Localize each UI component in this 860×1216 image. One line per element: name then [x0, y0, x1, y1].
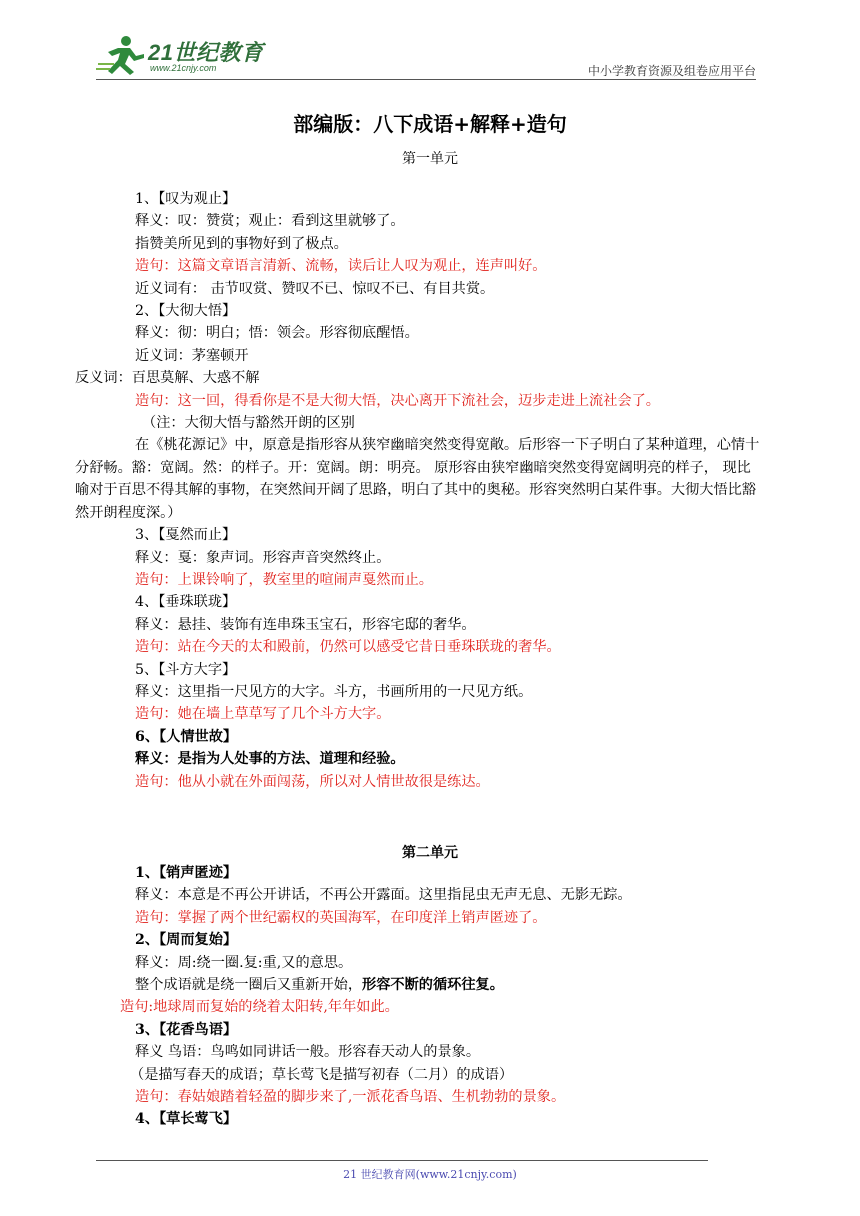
idiom-heading: 6、【人情世故】: [135, 728, 238, 745]
idiom-heading: 1、【叹为观止】: [135, 191, 237, 207]
definition-line: 释义：周:绕一圈.复:重,又的意思。: [135, 954, 353, 971]
idiom-heading: 2、【周而复始】: [135, 932, 238, 949]
example-sentence: 造句：她在墙上草草写了几个斗方大字。: [135, 706, 391, 723]
example-sentence: 造句：站在今天的太和殿前，仍然可以感受它昔日垂珠联珑的奢华。: [135, 639, 561, 656]
synonym-line: 近义词：茅塞顿开: [135, 347, 249, 364]
definition-line: 释义：彻：明白；悟：领会。形容彻底醒悟。: [135, 325, 419, 342]
unit1-heading: 第一单元: [402, 151, 458, 167]
platform-name: 中小学教育资源及组卷应用平台: [587, 64, 756, 78]
idiom-heading: 4、【垂珠联珑】: [135, 594, 237, 611]
example-sentence: 造句：上课铃响了，教室里的喧闹声戛然而止。: [135, 571, 433, 588]
definition-line: 释义 鸟语：鸟鸣如同讲话一般。形容春天动人的景象。: [135, 1044, 481, 1061]
definition-line: 指赞美所见到的事物好到了极点。: [135, 235, 348, 252]
unit1-content: [75, 188, 770, 793]
logo-url: www.21cnjy.com: [150, 63, 217, 73]
logo-text: 21世纪教育: [148, 40, 264, 65]
antonym-line: 反义词：百思莫解、大惑不解: [75, 370, 260, 387]
idiom-heading: 1、【销声匿迹】: [135, 865, 238, 881]
definition-line: 释义：叹：赞赏；观止：看到这里就够了。: [135, 213, 405, 230]
header-divider: [96, 79, 756, 80]
unit2-content: [100, 862, 770, 1131]
idiom-heading: 4、【草长莺飞】: [135, 1111, 238, 1128]
page-header: [0, 0, 860, 80]
example-sentence: 造句：春姑娘踏着轻盈的脚步来了,一派花香鸟语、生机勃勃的景象。: [135, 1089, 566, 1106]
note-paragraph: 在《桃花源记》中，原意是指形容从狭窄幽暗突然变得宽敞。后形容一下子明白了某种道理，心情十分舒畅。豁：宽阔。然：的样子。开：宽阔。朗：明亮。 原形容由狭窄幽暗突然变得宽阔明亮的样子， 现比喻对于百思不得其解的事物，在突然间开阔了思路，明白了其中的奥秘。形容突然明白某件事。大彻大悟比豁然开朗程度深。）: [75, 437, 760, 521]
example-sentence: 造句：这一回，得看你是不是大彻大悟，决心离开下流社会，迈步走进上流社会了。: [135, 392, 660, 409]
example-sentence: 造句：这篇文章语言清新、流畅，读后让人叹为观止，连声叫好。: [135, 258, 547, 275]
definition-emphasis: 形容不断的循环往复。: [362, 977, 504, 994]
site-logo[interactable]: [96, 34, 266, 78]
definition-text: 整个成语就是绕一圈后又重新开始，: [135, 977, 363, 994]
note-line: （注：大彻大悟与豁然开朗的区别: [142, 415, 355, 432]
note-line: （是描写春天的成语；草长莺飞是描写初春（二月）的成语）: [130, 1066, 514, 1083]
definition-line: 释义：戛：象声词。形容声音突然终止。: [135, 549, 391, 566]
runner-logo-icon: [96, 34, 148, 76]
definition-line: 释义：本意是不再公开讲话，不再公开露面。这里指昆虫无声无息、无影无踪。: [135, 887, 632, 904]
footer-divider: [96, 1160, 708, 1161]
idiom-heading: 2、【大彻大悟】: [135, 303, 237, 320]
definition-line: [100, 974, 770, 996]
idiom-heading: 5、【斗方大字】: [135, 661, 237, 678]
definition-line: 释义：是指为人处事的方法、道理和经验。: [135, 751, 405, 768]
example-sentence: 造句：他从小就在外面闯荡，所以对人情世故很是练达。: [135, 773, 490, 790]
unit2-heading: 第二单元: [402, 845, 458, 861]
definition-line: 释义：这里指一尺见方的大字。斗方，书画所用的一尺见方纸。: [135, 683, 533, 700]
idiom-heading: 3、【花香鸟语】: [135, 1021, 238, 1038]
example-sentence: 造句：掌握了两个世纪霸权的英国海军，在印度洋上销声匿迹了。: [135, 909, 547, 926]
idiom-heading: 3、【戛然而止】: [135, 527, 237, 544]
example-sentence: 造句:地球周而复始的绕着太阳转,年年如此。: [120, 999, 399, 1016]
document-title: 部编版：八下成语+解释+造句: [293, 112, 567, 136]
footer-link[interactable]: 21 世纪教育网(www.21cnjy.com): [343, 1168, 517, 1181]
definition-line: 释义：悬挂、装饰有连串珠玉宝石，形容宅邸的奢华。: [135, 616, 476, 633]
synonym-line: 近义词有： 击节叹赏、赞叹不已、惊叹不已、有目共赏。: [135, 280, 495, 297]
